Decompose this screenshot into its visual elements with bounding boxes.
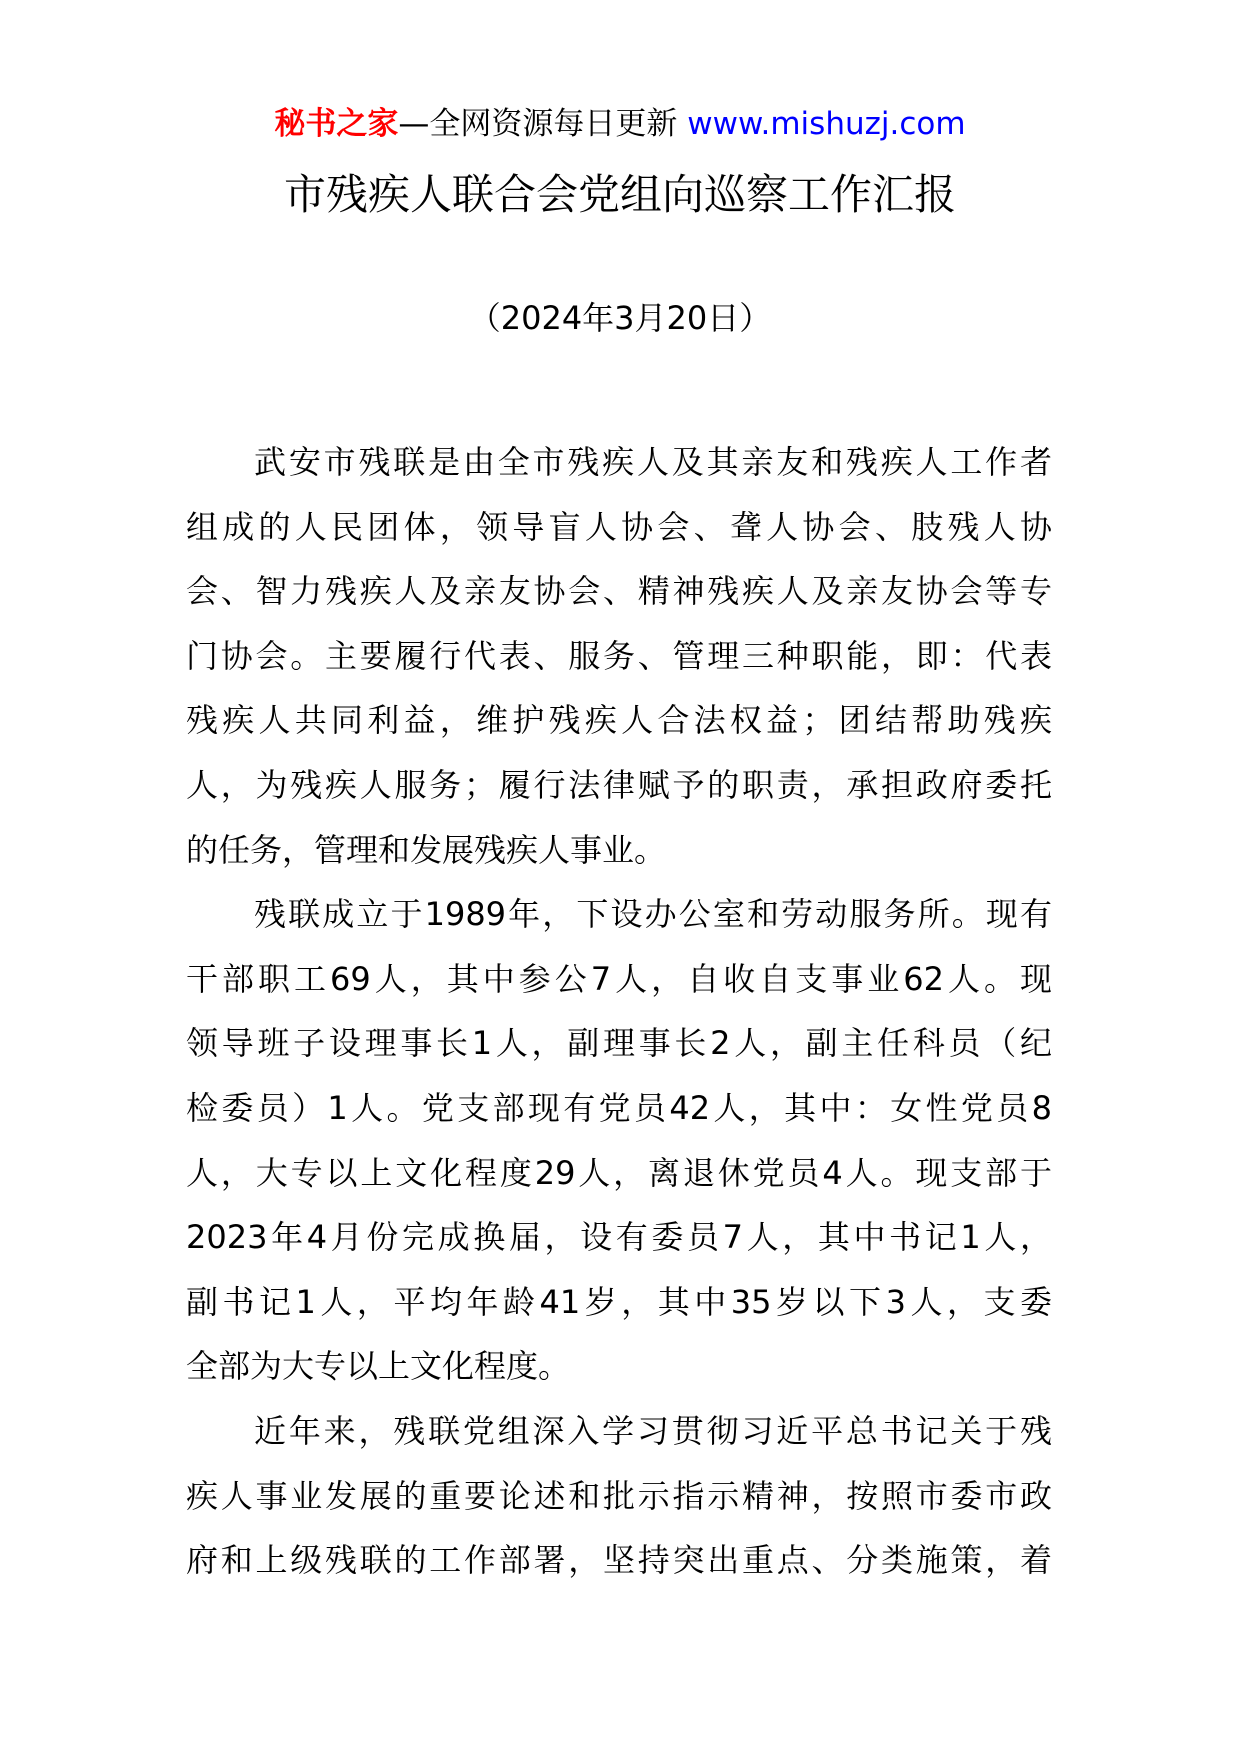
paragraph-1 bbox=[186, 430, 1052, 882]
paragraph-line: 全部为大专以上文化程度。 bbox=[186, 1347, 571, 1386]
paragraph-line: 疾人事业发展的重要论述和批示指示精神，按照市委市政 bbox=[186, 1476, 1052, 1515]
paragraph-line: 残联成立于1989年，下设办公室和劳动服务所。现有 bbox=[254, 895, 1052, 934]
paragraph-line: 武安市残联是由全市残疾人及其亲友和残疾人工作者 bbox=[254, 443, 1052, 481]
paragraph-line: 人，大专以上文化程度29人，离退休党员4人。现支部于 bbox=[186, 1153, 1052, 1192]
document-body bbox=[186, 430, 1052, 1593]
paragraph-line: 组成的人民团体，领导盲人协会、聋人协会、肢残人协 bbox=[186, 507, 1052, 546]
paragraph-line: 领导班子设理事长1人，副理事长2人，副主任科员（纪 bbox=[186, 1024, 1052, 1063]
brand-name: 秘书之家 bbox=[274, 106, 399, 142]
paragraph-line: 会、智力残疾人及亲友协会、精神残疾人及亲友协会等专 bbox=[186, 572, 1052, 611]
document-title: 市残疾人联合会党组向巡察工作汇报 bbox=[283, 170, 956, 219]
brand-tagline: —全网资源每日更新 bbox=[398, 106, 678, 142]
paragraph-line: 副书记1人，平均年龄41岁，其中35岁以下3人，支委 bbox=[186, 1282, 1052, 1321]
paragraph-line: 门协会。主要履行代表、服务、管理三种职能，即：代表 bbox=[186, 636, 1052, 675]
paragraph-line: 近年来，残联党组深入学习贯彻习近平总书记关于残 bbox=[254, 1411, 1052, 1450]
paragraph-line: 干部职工69人，其中参公7人，自收自支事业62人。现 bbox=[186, 959, 1052, 998]
site-url-link[interactable]: www.mishuzj.com bbox=[687, 106, 966, 142]
paragraph-line: 府和上级残联的工作部署，坚持突出重点、分类施策，着 bbox=[186, 1541, 1052, 1580]
paragraph-line: 人，为残疾人服务；履行法律赋予的职责，承担政府委托 bbox=[186, 765, 1052, 804]
document-date: （2024年3月20日） bbox=[468, 299, 772, 337]
paragraph-line: 检委员）1人。党支部现有党员42人，其中：女性党员8 bbox=[186, 1088, 1052, 1127]
paragraph-line: 2023年4月份完成换届，设有委员7人，其中书记1人， bbox=[186, 1218, 1052, 1257]
paragraph-2 bbox=[186, 882, 1052, 1399]
paragraph-line: 残疾人共同利益，维护残疾人合法权益；团结帮助残疾 bbox=[186, 701, 1052, 740]
paragraph-line: 的任务，管理和发展残疾人事业。 bbox=[186, 830, 667, 869]
watermark-header bbox=[0, 104, 1240, 144]
paragraph-3 bbox=[186, 1399, 1052, 1593]
